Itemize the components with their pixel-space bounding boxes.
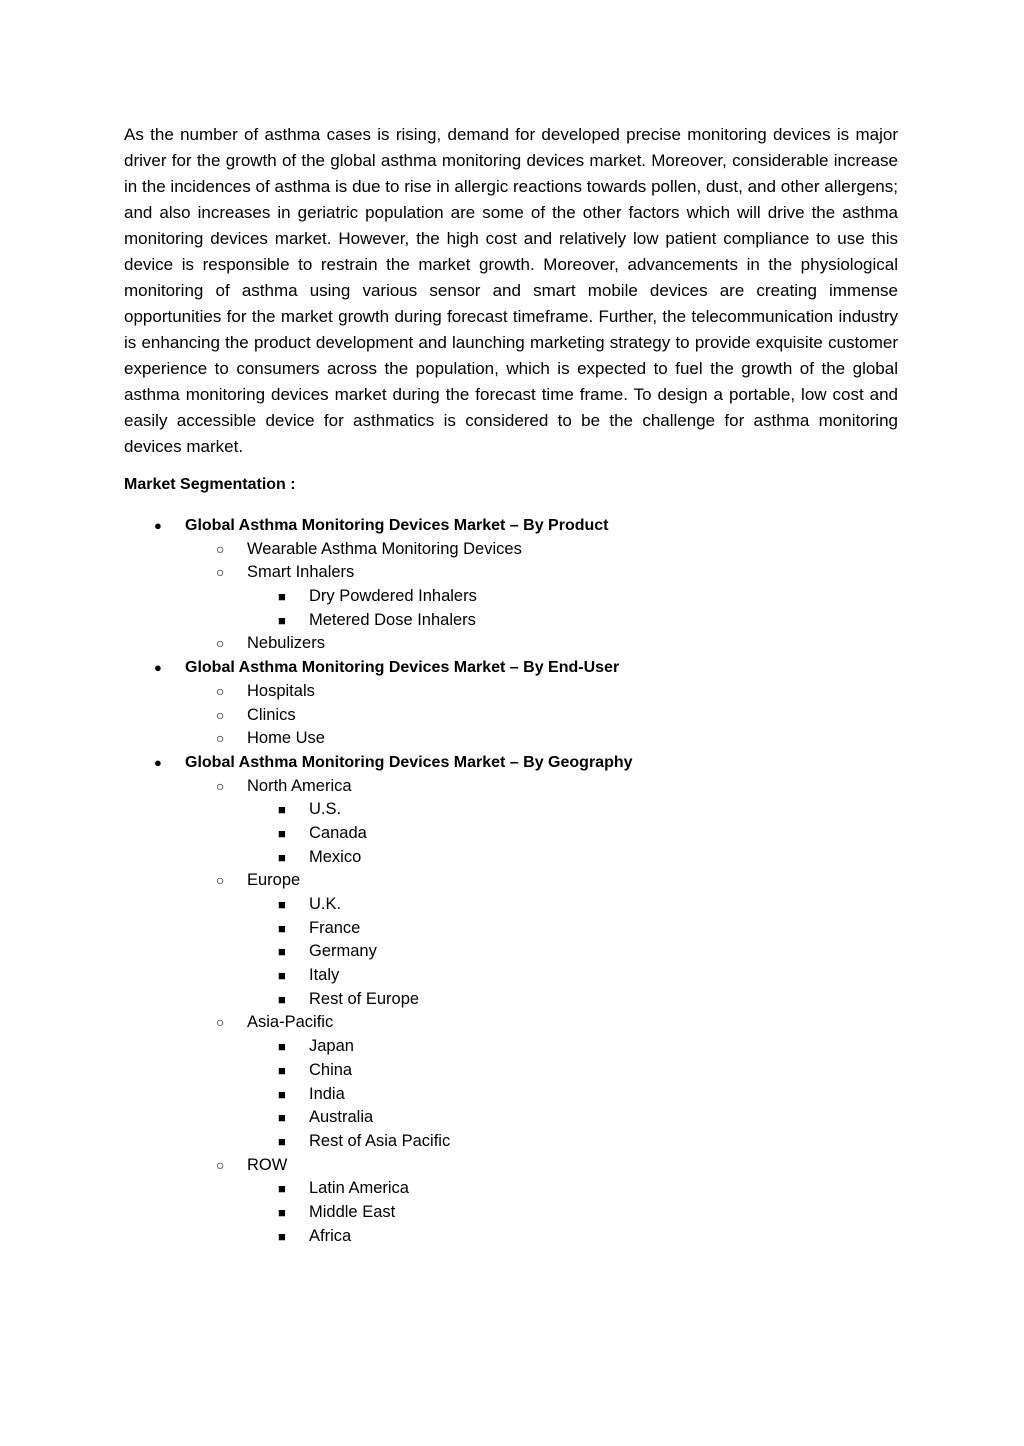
segment-label: Nebulizers xyxy=(247,634,325,653)
hollow-circle-bullet-icon: ○ xyxy=(216,1014,225,1031)
filled-square-bullet-icon: ■ xyxy=(278,897,286,912)
segment-item xyxy=(124,704,898,728)
filled-square-bullet-icon: ■ xyxy=(278,1133,286,1149)
segment-item xyxy=(124,538,898,562)
segment-category xyxy=(124,656,898,680)
hollow-circle-bullet-icon: ○ xyxy=(216,564,225,581)
segment-label: Canada xyxy=(309,823,367,842)
segment-subitem xyxy=(124,893,898,917)
segment-category xyxy=(124,514,898,538)
hollow-circle-bullet-icon: ○ xyxy=(216,872,225,889)
filled-square-bullet-icon: ■ xyxy=(278,825,286,841)
segment-item xyxy=(124,1011,898,1035)
filled-square-bullet-icon: ■ xyxy=(278,802,286,818)
filled-square-bullet-icon: ■ xyxy=(278,1110,286,1126)
segment-category xyxy=(124,751,898,775)
segment-subitem xyxy=(124,1106,898,1130)
segment-subitem xyxy=(124,1225,898,1249)
segment-subitem xyxy=(124,1083,898,1107)
segment-label: Clinics xyxy=(247,705,296,724)
segment-label: North America xyxy=(247,776,352,795)
filled-square-bullet-icon: ■ xyxy=(278,1181,286,1197)
filled-circle-bullet-icon: ● xyxy=(154,754,162,770)
filled-square-bullet-icon: ■ xyxy=(278,1228,286,1244)
segment-item xyxy=(124,632,898,656)
segment-item xyxy=(124,1154,898,1178)
segment-label: Italy xyxy=(309,966,340,985)
document-page xyxy=(124,122,898,1248)
segmentation-list xyxy=(124,514,898,1248)
segment-subitem xyxy=(124,798,898,822)
segment-label: ROW xyxy=(247,1155,288,1174)
segment-label: Hospitals xyxy=(247,681,315,700)
segment-label: Wearable Asthma Monitoring Devices xyxy=(247,539,522,558)
filled-square-bullet-icon: ■ xyxy=(278,589,286,605)
segment-label: Japan xyxy=(309,1037,354,1056)
hollow-circle-bullet-icon: ○ xyxy=(216,706,225,723)
segment-subitem xyxy=(124,846,898,870)
segment-label: U.K. xyxy=(309,895,342,913)
segment-label: Germany xyxy=(309,942,377,961)
filled-square-bullet-icon: ■ xyxy=(278,849,286,865)
filled-square-bullet-icon: ■ xyxy=(278,944,286,960)
hollow-circle-bullet-icon: ○ xyxy=(216,730,225,747)
filled-square-bullet-icon: ■ xyxy=(278,1204,286,1220)
hollow-circle-bullet-icon: ○ xyxy=(216,1156,225,1173)
segment-subitem xyxy=(124,1059,898,1083)
filled-circle-bullet-icon: ● xyxy=(154,660,162,676)
segment-subitem xyxy=(124,585,898,609)
segment-item xyxy=(124,775,898,799)
segment-label: Rest of Europe xyxy=(309,989,420,1008)
segment-subitem xyxy=(124,822,898,846)
segment-label: Asia-Pacific xyxy=(247,1013,334,1032)
hollow-circle-bullet-icon: ○ xyxy=(216,540,225,557)
filled-square-bullet-icon: ■ xyxy=(278,991,286,1007)
intro-paragraph: As the number of asthma cases is rising, demand for developed precise monitoring devices is major driver for the growth of the global asthma monitoring devices market. Moreover, considerable increase in the incidences of asthma is due to rise in allergic reactions towards pollen, dust, and other allergens; and also increases in geriatric population are some of the other factors which will drive the asthma monitoring devices market. However, the high cost and relatively low patient compliance to use this device is responsible to restrain the market growth. Moreover, advancements in the physiological monitoring of asthma using various sensor and smart mobile devices are creating immense opportunities for the market growth during forecast timeframe. Further, the telecommunication industry is enhancing the product development and launching marketing strategy to provide exquisite customer experience to consumers across the population, which is expected to fuel the growth of the global asthma monitoring devices market during the forecast time frame. To design a portable, low cost and easily accessible device for asthmatics is considered to be the challenge for asthma monitoring devices market. xyxy=(124,125,898,456)
segment-label: Global Asthma Monitoring Devices Market – By End-User xyxy=(185,659,620,677)
segment-label: Australia xyxy=(309,1108,374,1127)
filled-square-bullet-icon: ■ xyxy=(278,920,286,936)
segment-subitem xyxy=(124,1035,898,1059)
hollow-circle-bullet-icon: ○ xyxy=(216,635,225,652)
filled-square-bullet-icon: ■ xyxy=(278,1062,286,1078)
hollow-circle-bullet-icon: ○ xyxy=(216,682,225,699)
filled-circle-bullet-icon: ● xyxy=(154,518,162,533)
segment-item xyxy=(124,680,898,704)
filled-square-bullet-icon: ■ xyxy=(278,1039,286,1055)
filled-square-bullet-icon: ■ xyxy=(278,1086,286,1102)
segment-label: Latin America xyxy=(309,1179,409,1198)
segment-subitem xyxy=(124,1130,898,1154)
segment-label: Global Asthma Monitoring Devices Market – By Geography xyxy=(185,753,633,771)
segment-label: Dry Powdered Inhalers xyxy=(309,587,477,606)
hollow-circle-bullet-icon: ○ xyxy=(216,777,225,794)
segment-subitem xyxy=(124,964,898,988)
segment-label: China xyxy=(309,1060,353,1079)
segment-subitem xyxy=(124,1177,898,1201)
segment-label: Global Asthma Monitoring Devices Market – By Product xyxy=(185,517,609,534)
segment-label: U.S. xyxy=(309,800,342,819)
segmentation-heading: Market Segmentation : xyxy=(124,476,296,493)
segment-item xyxy=(124,727,898,751)
segment-label: Home Use xyxy=(247,729,325,748)
filled-square-bullet-icon: ■ xyxy=(278,612,286,628)
segment-subitem xyxy=(124,988,898,1012)
segment-label: France xyxy=(309,918,361,937)
segment-label: Africa xyxy=(309,1226,352,1245)
segment-label: Smart Inhalers xyxy=(247,563,355,582)
segment-label: Europe xyxy=(247,871,301,890)
filled-square-bullet-icon: ■ xyxy=(278,968,286,984)
segment-subitem xyxy=(124,609,898,633)
segment-subitem xyxy=(124,917,898,941)
segment-subitem xyxy=(124,940,898,964)
segment-label: Rest of Asia Pacific xyxy=(309,1131,451,1150)
segment-label: Middle East xyxy=(309,1202,396,1221)
segment-label: Metered Dose Inhalers xyxy=(309,610,476,629)
segment-label: Mexico xyxy=(309,847,362,866)
segment-label: India xyxy=(309,1084,345,1103)
segment-item xyxy=(124,869,898,893)
segment-item xyxy=(124,561,898,585)
segment-subitem xyxy=(124,1201,898,1225)
